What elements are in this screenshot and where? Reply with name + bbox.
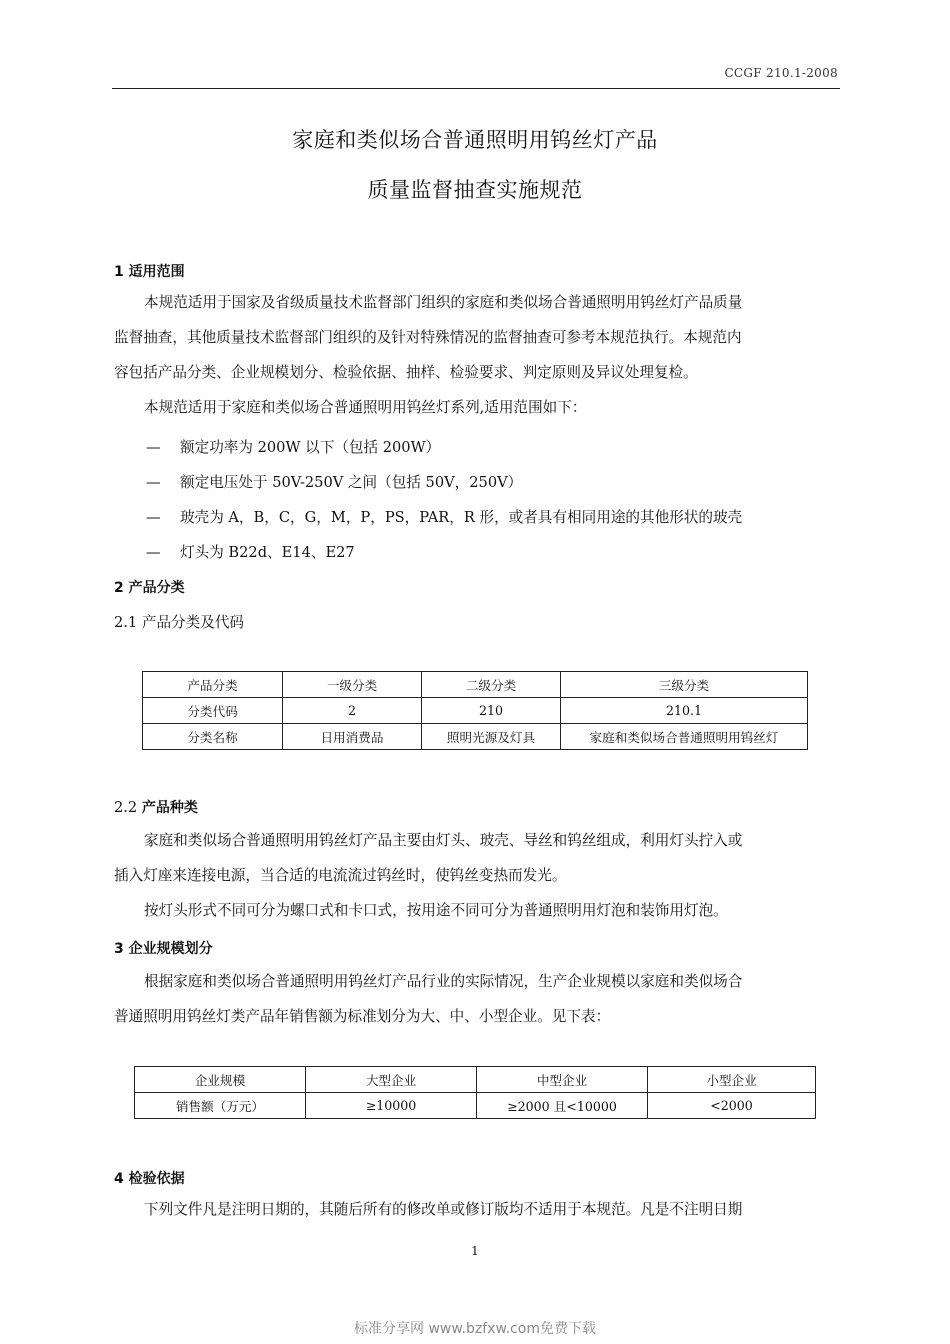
paragraph-line: 本规范适用于国家及省级质量技术监督部门组织的家庭和类似场合普通照明用钨丝灯产品质量 [144, 294, 743, 311]
list-item [146, 541, 355, 562]
section-2-2-paragraph-1 [114, 823, 838, 893]
subsection-2-1-heading: 2.1 产品分类及代码 [114, 614, 245, 631]
table-cell: 日用消费品 [283, 724, 422, 750]
table-cell: 分类名称 [143, 724, 283, 750]
header-rule [112, 88, 840, 89]
list-item [146, 506, 742, 527]
list-item-text: 额定功率为 200W 以下（包括 200W） [180, 439, 441, 456]
table-cell: ≥10000 [306, 1093, 477, 1119]
paragraph-line: 普通照明用钨丝灯类产品年销售额为标准划分为大、中、小型企业。见下表： [114, 1008, 611, 1025]
table-cell: 三级分类 [561, 672, 808, 698]
table-row [143, 672, 808, 698]
section-3-paragraph [114, 964, 838, 1034]
dash-marker: — [146, 509, 161, 526]
watermark-footer: 标准分享网 www.bzfxw.com免费下载 [354, 1321, 596, 1337]
table-cell: 大型企业 [306, 1067, 477, 1093]
enterprise-scale-table [134, 1066, 816, 1119]
section-4-heading: 4 检验依据 [114, 1171, 185, 1187]
section-2-2-paragraph-2: 按灯头形式不同可分为螺口式和卡口式，按用途不同可分为普通照明用灯泡和装饰用灯泡。 [144, 902, 728, 919]
table-row [135, 1067, 816, 1093]
document-code: CCGF 210.1-2008 [724, 66, 838, 80]
subsection-title: 产品种类 [141, 800, 198, 816]
table-cell: <2000 [648, 1093, 816, 1119]
paragraph-line: 根据家庭和类似场合普通照明用钨丝灯产品行业的实际情况，生产企业规模以家庭和类似场合 [144, 973, 743, 990]
table-cell: 分类代码 [143, 698, 283, 724]
table-cell: 销售额（万元） [135, 1093, 306, 1119]
document-title-line1: 家庭和类似场合普通照明用钨丝灯产品 [292, 128, 658, 152]
section-2-heading: 2 产品分类 [114, 580, 185, 596]
paragraph-line: 容包括产品分类、企业规模划分、检验依据、抽样、检验要求、判定原则及异议处理复检。 [114, 364, 698, 381]
table-cell: 中型企业 [477, 1067, 648, 1093]
section-4-paragraph: 下列文件凡是注明日期的，其随后所有的修改单或修订版均不适用于本规范。凡是不注明日期 [144, 1201, 743, 1218]
paragraph-line: 插入灯座来连接电源，当合适的电流流过钨丝时，使钨丝变热而发光。 [114, 867, 567, 884]
subsection-2-2-heading [114, 797, 198, 817]
table-cell: 小型企业 [648, 1067, 816, 1093]
section-3-heading: 3 企业规模划分 [114, 941, 213, 957]
table-cell: 家庭和类似场合普通照明用钨丝灯 [561, 724, 808, 750]
table-cell: 照明光源及灯具 [422, 724, 561, 750]
dash-marker: — [146, 544, 161, 561]
table-cell: 210.1 [561, 698, 808, 724]
list-item [146, 471, 522, 492]
subsection-number: 2.2 [114, 799, 138, 816]
page-number: 1 [471, 1244, 479, 1258]
table-cell: 产品分类 [143, 672, 283, 698]
table-cell: 一级分类 [283, 672, 422, 698]
section-1-heading: 1 适用范围 [114, 264, 185, 280]
dash-marker: — [146, 474, 161, 491]
paragraph-line: 监督抽查，其他质量技术监督部门组织的及针对特殊情况的监督抽查可参考本规范执行。本规范内 [114, 329, 742, 346]
section-1-paragraph-1 [114, 285, 838, 390]
paragraph-line: 家庭和类似场合普通照明用钨丝灯产品主要由灯头、玻壳、导丝和钨丝组成，利用灯头拧入或 [144, 832, 743, 849]
section-1-paragraph-2: 本规范适用于家庭和类似场合普通照明用钨丝灯系列,适用范围如下： [144, 399, 587, 416]
table-cell: 210 [422, 698, 561, 724]
document-title-line2: 质量监督抽查实施规范 [367, 178, 583, 202]
list-item [146, 436, 440, 457]
list-item-text: 玻壳为 A，B，C，G，M，P，PS，PAR，R 形，或者具有相同用途的其他形状的玻壳 [180, 509, 743, 526]
table-cell: 2 [283, 698, 422, 724]
dash-marker: — [146, 439, 161, 456]
table-row [135, 1093, 816, 1119]
classification-table [142, 671, 808, 750]
list-item-text: 额定电压处于 50V-250V 之间（包括 50V，250V） [180, 474, 523, 491]
table-row [143, 724, 808, 750]
table-cell: 二级分类 [422, 672, 561, 698]
table-row [143, 698, 808, 724]
table-cell: ≥2000 且<10000 [477, 1093, 648, 1119]
list-item-text: 灯头为 B22d、E14、E27 [180, 544, 355, 561]
table-cell: 企业规模 [135, 1067, 306, 1093]
